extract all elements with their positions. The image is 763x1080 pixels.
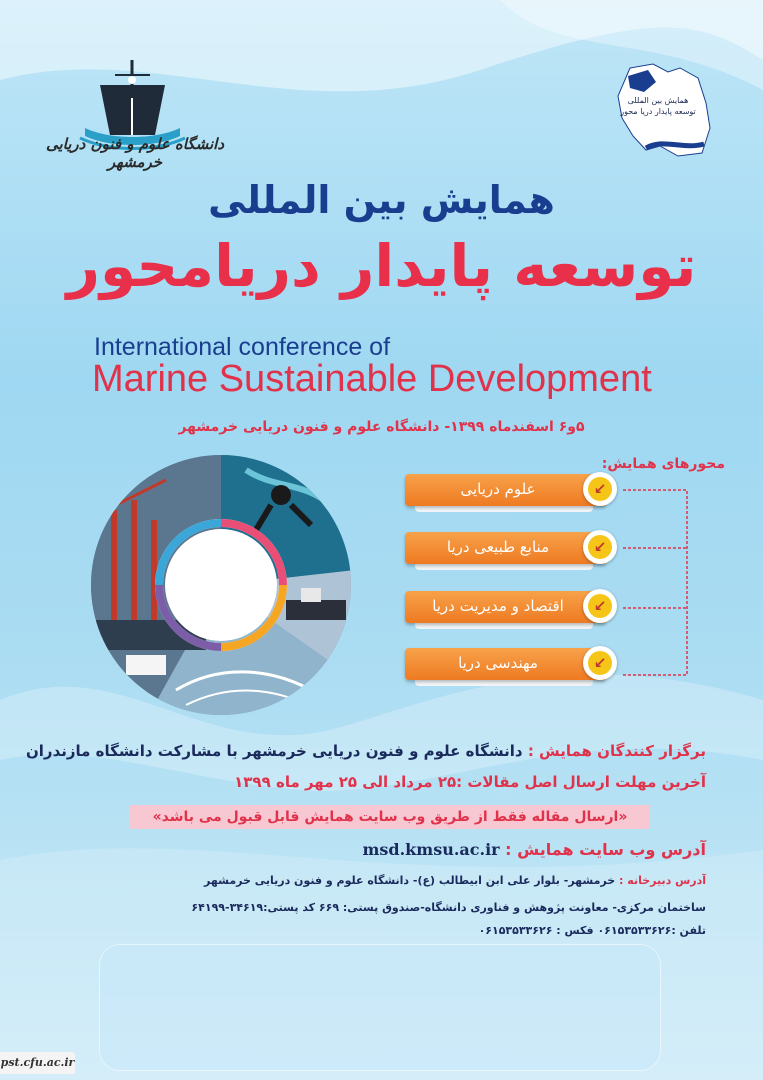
secretariat-label: آدرس دبیرخانه : xyxy=(619,874,706,887)
arrow-badge-icon: ↙ xyxy=(583,646,617,680)
website-link[interactable]: msd.kmsu.ac.ir xyxy=(362,840,500,859)
axis-item xyxy=(405,648,617,684)
phone-fax-line: تلفن :۰۶۱۵۳۵۳۳۶۲۶ فکس : ۰۶۱۵۳۵۳۳۶۲۶ xyxy=(478,924,706,937)
title-english-line2: Marine Sustainable Development xyxy=(92,358,652,400)
arrow-badge-icon: ↙ xyxy=(583,530,617,564)
axis-item xyxy=(405,474,617,510)
axis-label: علوم دریایی xyxy=(460,480,536,498)
axis-item xyxy=(405,591,617,627)
axis-label: مهندسی دریا xyxy=(458,654,538,672)
title-persian-small: همایش بین المللی xyxy=(208,178,555,222)
submission-note: «ارسال مقاله فقط از طریق وب سایت همایش قابل قبول می باشد» xyxy=(130,805,650,829)
photo-collage-ring xyxy=(86,450,356,720)
title-english-line1: International conference of xyxy=(94,333,391,361)
central-building-address: ساختمان مرکزی- معاونت پژوهش و فناوری دانشگاه-صندوق پستی: ۶۶۹ کد پستی:۳۴۶۱۹-۶۴۱۹۹ xyxy=(191,901,706,914)
website-label: آدرس وب سایت همایش : xyxy=(505,840,706,859)
deadline-line: آخرین مهلت ارسال اصل مقالات :۲۵ مرداد الی ۲۵ مهر ماه ۱۳۹۹ xyxy=(234,773,706,791)
axis-item xyxy=(405,532,617,568)
secretariat-value: خرمشهر- بلوار علی ابن ابیطالب (ع)- دانشگاه علوم و فنون دریایی خرمشهر xyxy=(204,874,616,887)
date-and-venue: ۵و۶ اسفندماه ۱۳۹۹- دانشگاه علوم و فنون دریایی خرمشهر xyxy=(178,419,585,435)
axes-connector-bracket xyxy=(615,470,695,690)
conference-logo-text: همایش بین المللی توسعه پایدار دریا محور xyxy=(620,96,696,116)
secretariat-address xyxy=(20,874,706,887)
university-logo-text: دانشگاه علوم و فنون دریایی خرمشهر xyxy=(45,135,224,171)
organizers-line xyxy=(20,742,706,760)
site-watermark[interactable]: pst.cfu.ac.ir xyxy=(0,1052,75,1074)
axis-label: اقتصاد و مدیریت دریا xyxy=(432,597,564,615)
axis-label: منابع طبیعی دریا xyxy=(446,538,550,556)
organizers-label: برگزار کنندگان همایش : xyxy=(527,742,706,760)
arrow-badge-icon: ↙ xyxy=(583,589,617,623)
website-line xyxy=(20,840,706,859)
axes-title: محورهای همایش: xyxy=(601,456,725,472)
title-persian-big: توسعه پایدار دریامحور xyxy=(66,232,697,300)
arrow-badge-icon: ↙ xyxy=(583,472,617,506)
blank-footer-panel xyxy=(100,945,660,1070)
organizers-value: دانشگاه علوم و فنون دریایی خرمشهر با مشارکت دانشگاه مازندران xyxy=(25,742,523,760)
